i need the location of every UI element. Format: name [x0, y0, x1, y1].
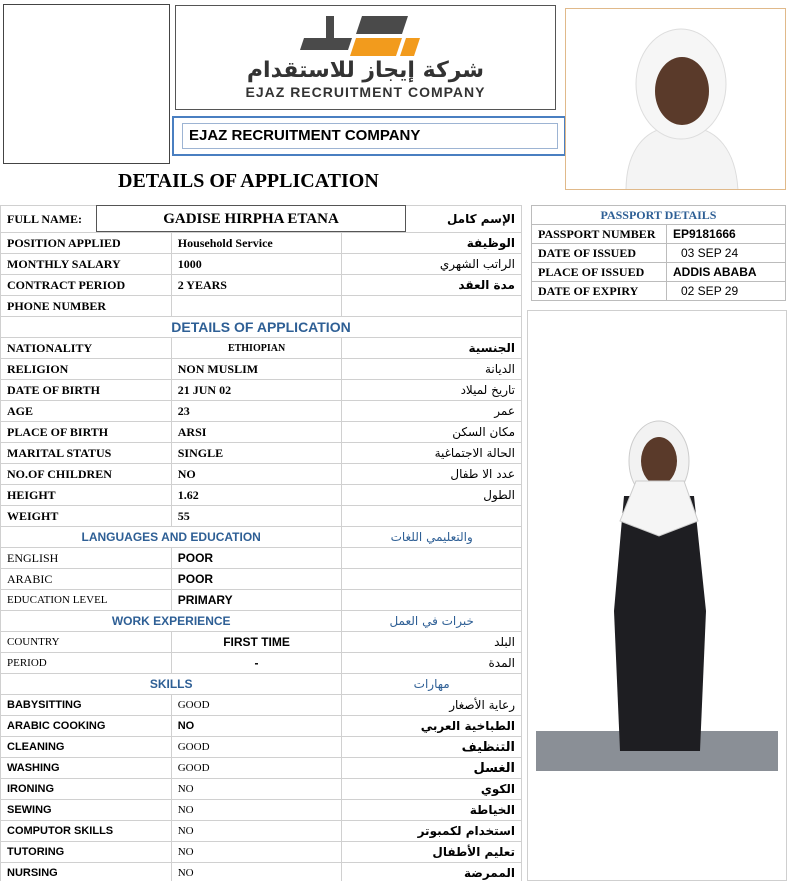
- skill-arabic: التنظيف: [342, 737, 522, 758]
- table-row: [1, 359, 522, 380]
- table-row: [1, 632, 522, 653]
- section-heading-row: [1, 674, 522, 695]
- marital-label: MARITAL STATUS: [1, 443, 172, 464]
- table-row: [1, 401, 522, 422]
- marital-arabic: الحالة الاجتماغية: [342, 443, 522, 464]
- dob-arabic: تاريخ لميلاد: [342, 380, 522, 401]
- section-heading-row: [1, 527, 522, 548]
- work-heading-arabic: خبرات في العمل: [342, 611, 522, 632]
- full-name-arabic: الإسم كامل: [342, 206, 522, 233]
- english-label: ENGLISH: [1, 548, 172, 569]
- table-row: [1, 653, 522, 674]
- country-value: FIRST TIME: [171, 632, 342, 653]
- skill-value: NO: [171, 863, 342, 881]
- table-row: [1, 296, 522, 317]
- passport-number-label: PASSPORT NUMBER: [532, 225, 667, 244]
- skill-label: ARABIC COOKING: [1, 716, 172, 737]
- table-row: [1, 380, 522, 401]
- table-row: [1, 254, 522, 275]
- phone-value: [171, 296, 342, 317]
- expiry-date-label: DATE OF EXPIRY: [532, 282, 667, 301]
- full-name-label: FULL NAME:: [1, 206, 172, 233]
- skills-heading: SKILLS: [1, 674, 342, 695]
- children-arabic: عدد الا طفال: [342, 464, 522, 485]
- company-logo-box: [175, 5, 556, 110]
- issue-place-label: PLACE OF ISSUED: [532, 263, 667, 282]
- period-arabic: المدة: [342, 653, 522, 674]
- passport-details-table: [531, 205, 786, 301]
- religion-value: NON MUSLIM: [171, 359, 342, 380]
- full-body-figure-icon: [528, 311, 786, 880]
- skill-value: NO: [171, 800, 342, 821]
- table-row: [1, 275, 522, 296]
- skill-label: BABYSITTING: [1, 695, 172, 716]
- arabic-value: POOR: [171, 569, 342, 590]
- table-row: [1, 569, 522, 590]
- skill-arabic: الغسل: [342, 758, 522, 779]
- full-name-value: GADISE HIRPHA ETANA: [96, 205, 406, 232]
- skill-arabic: الخياطة: [342, 800, 522, 821]
- skill-arabic: الطباخية العربي: [342, 716, 522, 737]
- nationality-label: NATIONALITY: [1, 338, 172, 359]
- company-name-english: EJAZ RECRUITMENT COMPANY: [245, 84, 486, 100]
- country-arabic: البلد: [342, 632, 522, 653]
- period-label: PERIOD: [1, 653, 172, 674]
- expiry-date-value: 02 SEP 29: [667, 282, 786, 301]
- contract-label: CONTRACT PERIOD: [1, 275, 172, 296]
- languages-heading: LANGUAGES AND EDUCATION: [1, 527, 342, 548]
- table-row: [1, 800, 522, 821]
- issue-place-value: ADDIS ABABA: [667, 263, 786, 282]
- birthplace-value: ARSI: [171, 422, 342, 443]
- skill-label: SEWING: [1, 800, 172, 821]
- table-row: [1, 758, 522, 779]
- application-form-table: [0, 205, 522, 881]
- skill-value: NO: [171, 821, 342, 842]
- table-row: [1, 464, 522, 485]
- company-name-arabic: شركة إيجاز للاستقدام: [246, 58, 485, 83]
- dob-value: 21 JUN 02: [171, 380, 342, 401]
- table-row: [1, 338, 522, 359]
- portrait-photo: [565, 8, 786, 190]
- marital-value: SINGLE: [171, 443, 342, 464]
- table-row: [532, 225, 786, 244]
- nationality-arabic: الجنسية: [342, 338, 522, 359]
- skill-value: GOOD: [171, 695, 342, 716]
- skill-value: NO: [171, 779, 342, 800]
- age-value: 23: [171, 401, 342, 422]
- dob-label: DATE OF BIRTH: [1, 380, 172, 401]
- table-row: [1, 716, 522, 737]
- table-row: [1, 821, 522, 842]
- table-row: [1, 779, 522, 800]
- height-arabic: الطول: [342, 485, 522, 506]
- salary-label: MONTHLY SALARY: [1, 254, 172, 275]
- table-row: [1, 737, 522, 758]
- passport-heading: PASSPORT DETAILS: [532, 206, 786, 225]
- height-value: 1.62: [171, 485, 342, 506]
- skill-label: WASHING: [1, 758, 172, 779]
- skills-heading-arabic: مهارات: [342, 674, 522, 695]
- table-row: [1, 443, 522, 464]
- skill-value: GOOD: [171, 758, 342, 779]
- table-row: [1, 548, 522, 569]
- position-arabic: الوظيفة: [342, 233, 522, 254]
- weight-value: 55: [171, 506, 342, 527]
- religion-arabic: الديانة: [342, 359, 522, 380]
- education-label: EDUCATION LEVEL: [1, 590, 172, 611]
- table-row: [1, 695, 522, 716]
- table-row: [532, 206, 786, 225]
- skill-arabic: الكوي: [342, 779, 522, 800]
- table-row: [1, 422, 522, 443]
- skill-value: NO: [171, 842, 342, 863]
- birthplace-arabic: مكان السكن: [342, 422, 522, 443]
- company-banner: [172, 116, 566, 156]
- section-heading-row: [1, 317, 522, 338]
- children-label: NO.OF CHILDREN: [1, 464, 172, 485]
- portrait-figure-icon: [566, 9, 786, 190]
- details-heading: DETAILS OF APPLICATION: [1, 317, 522, 338]
- children-value: NO: [171, 464, 342, 485]
- weight-label: WEIGHT: [1, 506, 172, 527]
- salary-arabic: الراتب الشهري: [342, 254, 522, 275]
- issue-date-label: DATE OF ISSUED: [532, 244, 667, 263]
- passport-number-value: EP9181666: [667, 225, 786, 244]
- contract-arabic: مدة العقد: [342, 275, 522, 296]
- table-row: [532, 244, 786, 263]
- skill-label: IRONING: [1, 779, 172, 800]
- table-row: [1, 590, 522, 611]
- skill-arabic: تعليم الأطفال: [342, 842, 522, 863]
- country-label: COUNTRY: [1, 632, 172, 653]
- company-banner-text: EJAZ RECRUITMENT COMPANY: [182, 123, 558, 149]
- skill-label: COMPUTOR SKILLS: [1, 821, 172, 842]
- table-row: [1, 506, 522, 527]
- table-row: [1, 863, 522, 881]
- english-value: POOR: [171, 548, 342, 569]
- issue-date-value: 03 SEP 24: [667, 244, 786, 263]
- skill-arabic: استخدام لكمبوتر: [342, 821, 522, 842]
- religion-label: RELIGION: [1, 359, 172, 380]
- nationality-value: ETHIOPIAN: [171, 338, 342, 359]
- salary-value: 1000: [171, 254, 342, 275]
- skill-label: TUTORING: [1, 842, 172, 863]
- height-label: HEIGHT: [1, 485, 172, 506]
- table-row: [1, 233, 522, 254]
- education-value: PRIMARY: [171, 590, 342, 611]
- skill-value: GOOD: [171, 737, 342, 758]
- table-row: [1, 485, 522, 506]
- position-value: Household Service: [171, 233, 342, 254]
- languages-heading-arabic: والتعليمي اللغات: [342, 527, 522, 548]
- table-row: [532, 263, 786, 282]
- blank-photo-box: [3, 4, 170, 164]
- full-body-photo: [527, 310, 787, 881]
- skill-label: CLEANING: [1, 737, 172, 758]
- period-value: -: [171, 653, 342, 674]
- phone-label: PHONE NUMBER: [1, 296, 172, 317]
- age-arabic: عمر: [342, 401, 522, 422]
- table-row: [532, 282, 786, 301]
- page-title: DETAILS OF APPLICATION: [118, 170, 379, 192]
- skill-label: NURSING: [1, 863, 172, 881]
- section-heading-row: [1, 611, 522, 632]
- skill-arabic: الممرضة: [342, 863, 522, 881]
- arabic-label: ARABIC: [1, 569, 172, 590]
- skill-value: NO: [171, 716, 342, 737]
- skill-arabic: رعاية الأصغار: [342, 695, 522, 716]
- age-label: AGE: [1, 401, 172, 422]
- table-row: [1, 842, 522, 863]
- position-label: POSITION APPLIED: [1, 233, 172, 254]
- work-heading: WORK EXPERIENCE: [1, 611, 342, 632]
- contract-value: 2 YEARS: [171, 275, 342, 296]
- birthplace-label: PLACE OF BIRTH: [1, 422, 172, 443]
